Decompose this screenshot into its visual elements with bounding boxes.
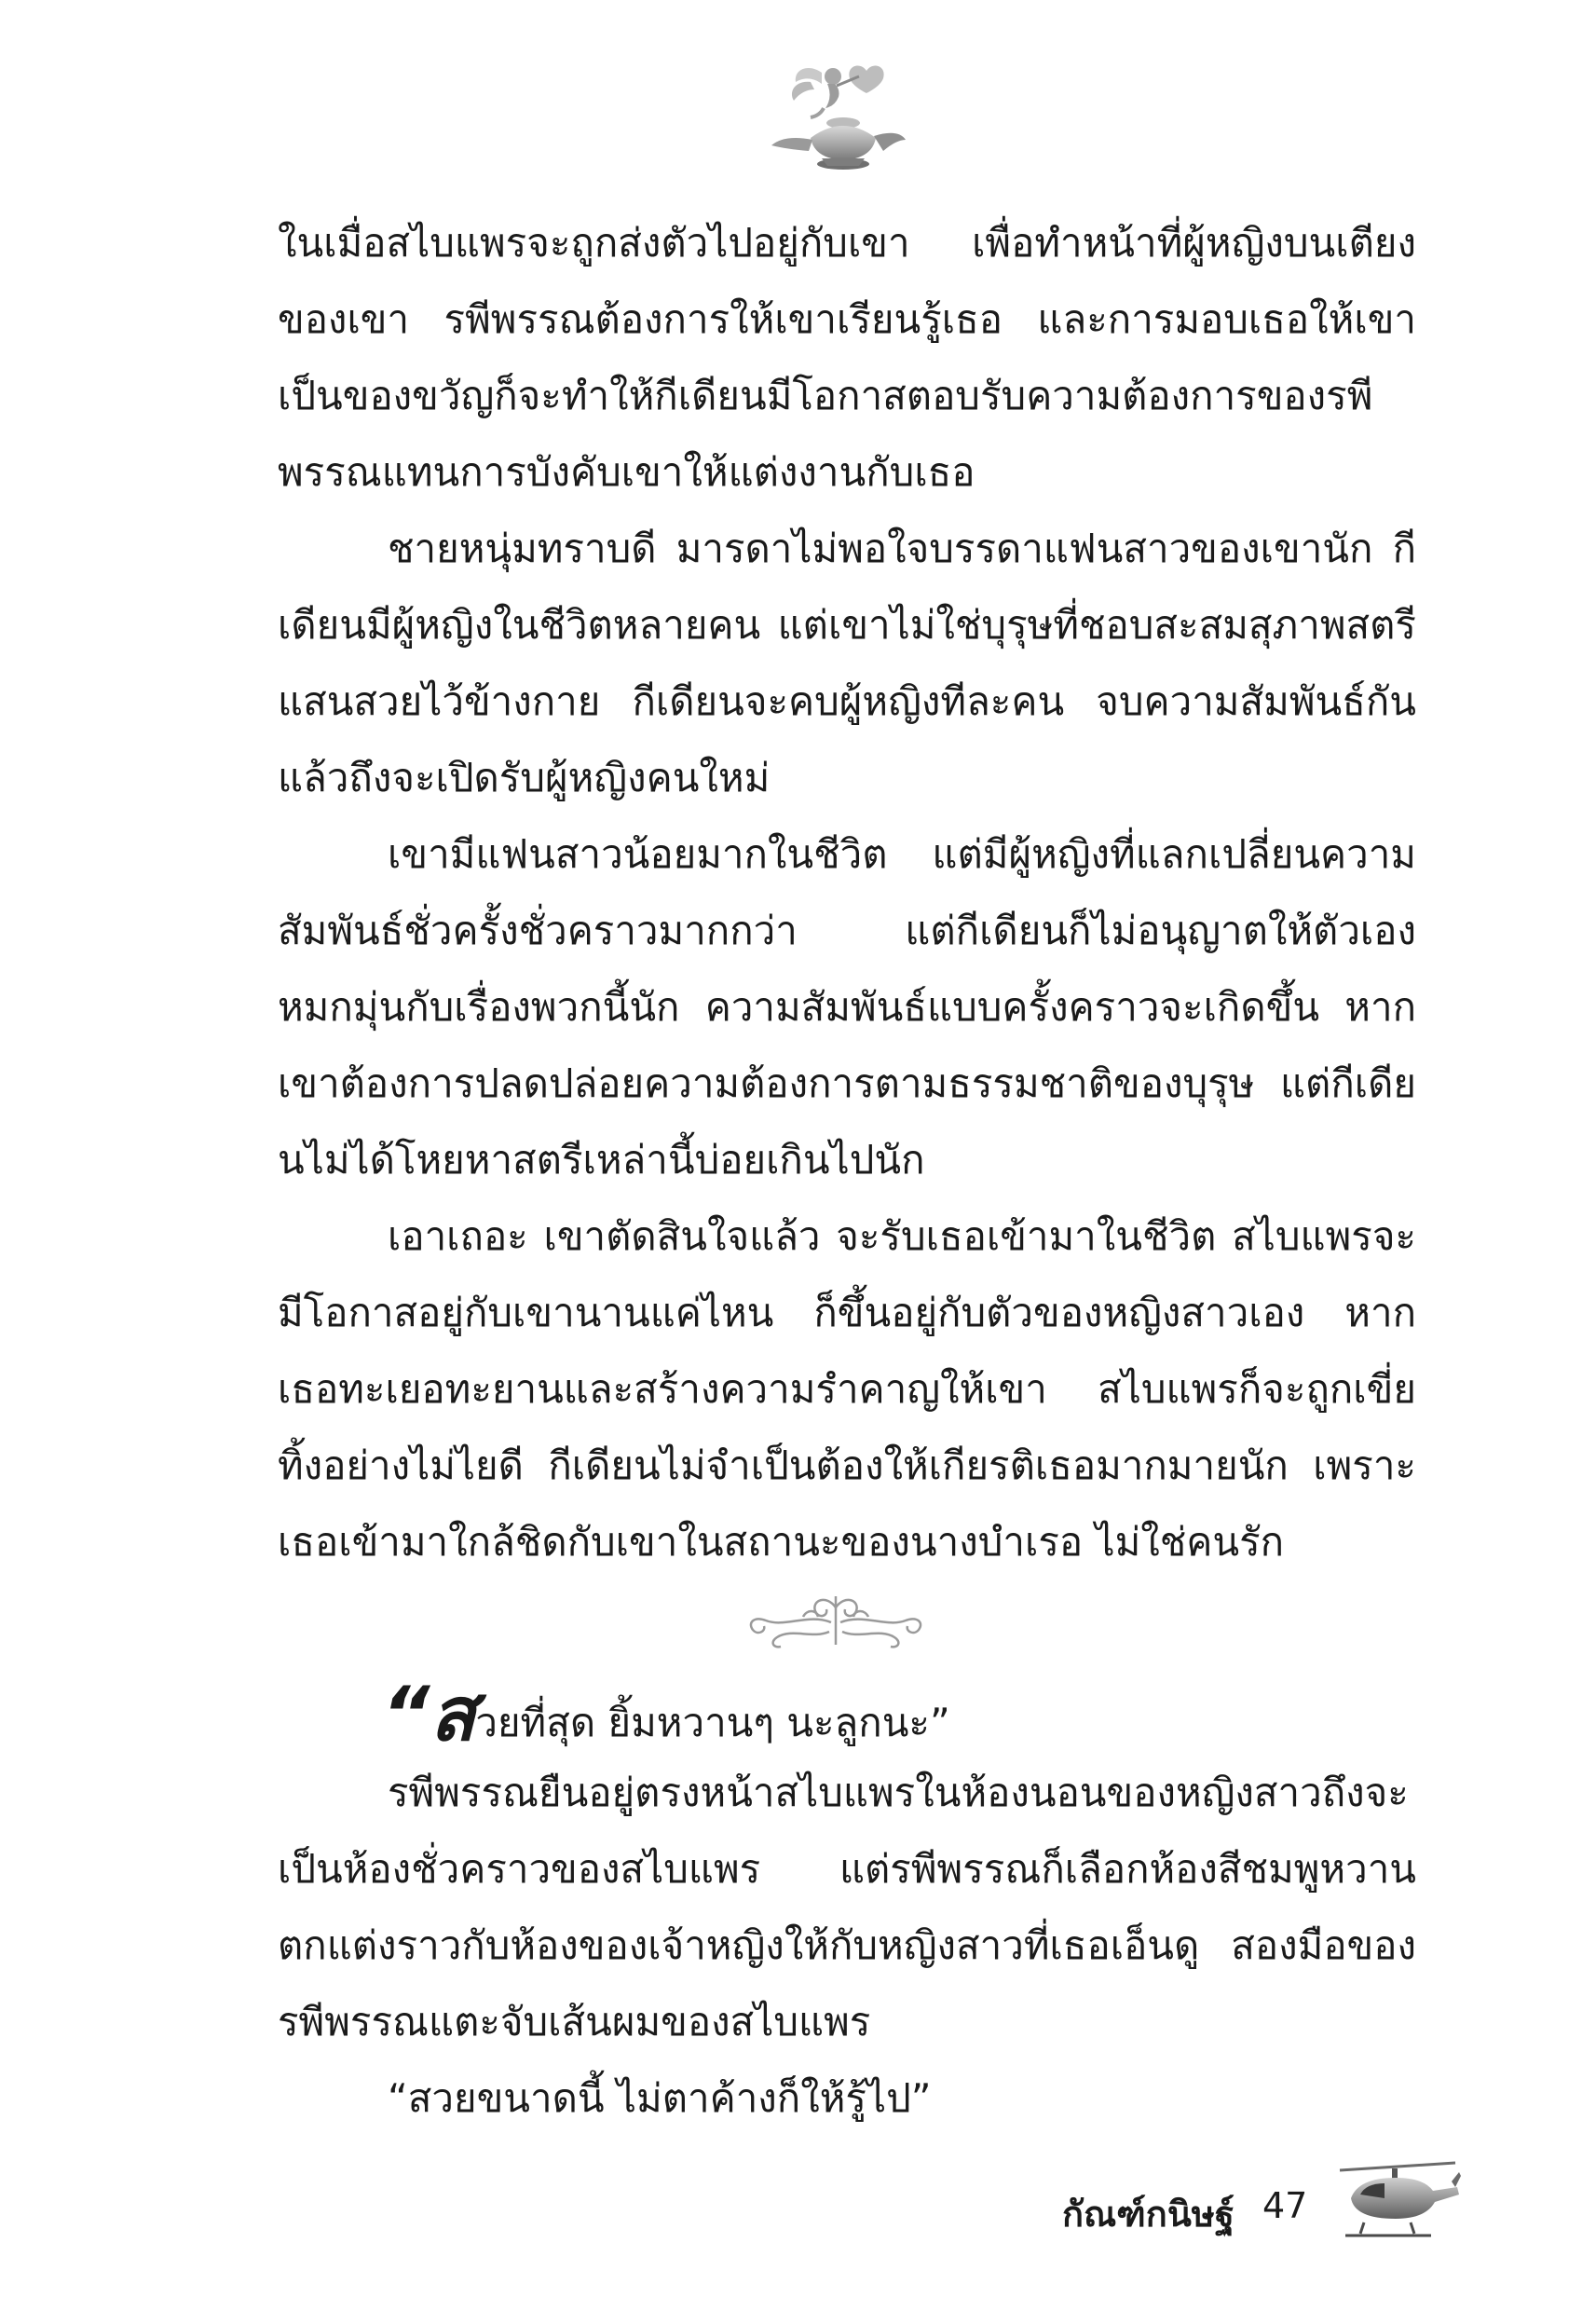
opening-line-text: วยที่สุด ยิ้มหวานๆ นะลูกนะ”: [475, 1700, 950, 1745]
paragraph: “สวยขนาดนี้ ไม่ตาค้างก็ให้รู้ไป”: [388, 2075, 932, 2121]
paragraph: ชายหนุ่มทราบดี มารดาไม่พอใจบรรดาแฟนสาวของเขานัก กีเดียนมีผู้หญิงในชีวิตหลายคน แต่เขาไม่ใช่บุรุษที่ชอบสะสมสุภาพสตรีแสนสวยไว้ข้างกาย กีเดียนจะคบผู้หญิงทีละคน จบความสัมพันธ์กันแล้วถึงจะเปิดรับผู้หญิงคนใหม่: [278, 526, 1416, 800]
opening-quote-mark: “: [382, 1671, 430, 1757]
paragraph: ในเมื่อสไบแพรจะถูกส่งตัวไปอยู่กับเขา เพื่อทำหน้าที่ผู้หญิงบนเตียงของเขา รพีพรรณต้องการให้เขาเรียนรู้เธอ และการมอบเธอให้เขาเป็นของขวัญก็จะทำให้กีเดียนมีโอกาสตอบรับความต้องการของรพีพรรณแทนการบังคับเขาให้แต่งงานกับเธอ: [278, 220, 1416, 495]
paragraph: เขามีแฟนสาวน้อยมากในชีวิต แต่มีผู้หญิงที่แลกเปลี่ยนความสัมพันธ์ชั่วครั้งชั่วคราวมากกว่า แต่กีเดียนก็ไม่อนุญาตให้ตัวเองหมกมุ่นกับเรื่องพวกนี้นัก ความสัมพันธ์แบบครั้งคราวจะเกิดขึ้น หากเขาต้องการปลดปล่อยความต้องการตามธรรมชาติของบุรุษ แต่กีเดียนไม่ได้โหยหาสตรีเหล่านี้บ่อยเกินไปนัก: [278, 831, 1416, 1183]
text-block-2: [278, 1755, 1416, 2137]
book-title: กัณฑ์กนิษฐ์: [1062, 2194, 1235, 2235]
drop-cap-letter: ส: [430, 1671, 476, 1757]
paragraph: เอาเถอะ เขาตัดสินใจแล้ว จะรับเธอเข้ามาในชีวิต สไบแพรจะมีโอกาสอยู่กับเขานานแค่ไหน ก็ขึ้นอยู่กับตัวของหญิงสาวเอง หากเธอทะเยอทะยานและสร้างความรำคาญให้เขา สไบแพรก็จะถูกเขี่ยทิ้งอย่างไม่ไยดี กีเดียนไม่จำเป็นต้องให้เกียรติเธอมากมายนัก เพราะเธอเข้ามาใกล้ชิดกับเขาในสถานะของนางบำเรอ ไม่ใช่คนรัก: [278, 1213, 1416, 1565]
scroll-flourish-icon: [738, 1589, 934, 1652]
page-footer: [1062, 2157, 1500, 2250]
text-block-1: [278, 205, 1416, 1580]
paragraph: รพีพรรณยืนอยู่ตรงหน้าสไบแพรในห้องนอนของหญิงสาวถึงจะเป็นห้องชั่วคราวของสไบแพร แต่รพีพรรณก็เลือกห้องสีชมพูหวานตกแต่งราวกับห้องของเจ้าหญิงให้กับหญิงสาวที่เธอเอ็นดู สองมือของรพีพรรณแตะจับเส้นผมของสไบแพร: [278, 1770, 1416, 2044]
page-number: 47: [1262, 2185, 1308, 2226]
chapter-opening-line: [382, 1673, 950, 1765]
helicopter-icon: [1332, 2157, 1463, 2247]
cupid-teapot-icon: [755, 54, 913, 175]
